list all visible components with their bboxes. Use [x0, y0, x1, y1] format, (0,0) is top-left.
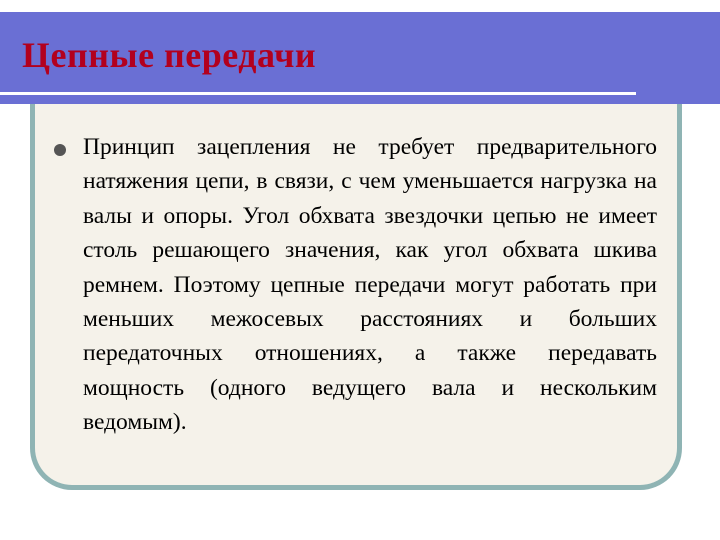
bullet-dot-icon [54, 144, 66, 156]
bullet-text: Принцип зацепления не требует предварительного натяжения цепи, в связи, с чем уменьшается нагрузка на валы и опоры. Угол обхвата звездочки цепью не имеет столь решающего значения, как угол обхвата шкива ремнем. Поэтому цепные передачи могут работать при меньших межосевых расстояниях и больших передаточных отношениях, а также передавать мощность (одного ведущего вала и нескольким ведомым). [83, 134, 657, 436]
slide-title: Цепные передачи [22, 35, 317, 75]
title-underline [0, 92, 636, 95]
title-band-cap [680, 12, 720, 104]
